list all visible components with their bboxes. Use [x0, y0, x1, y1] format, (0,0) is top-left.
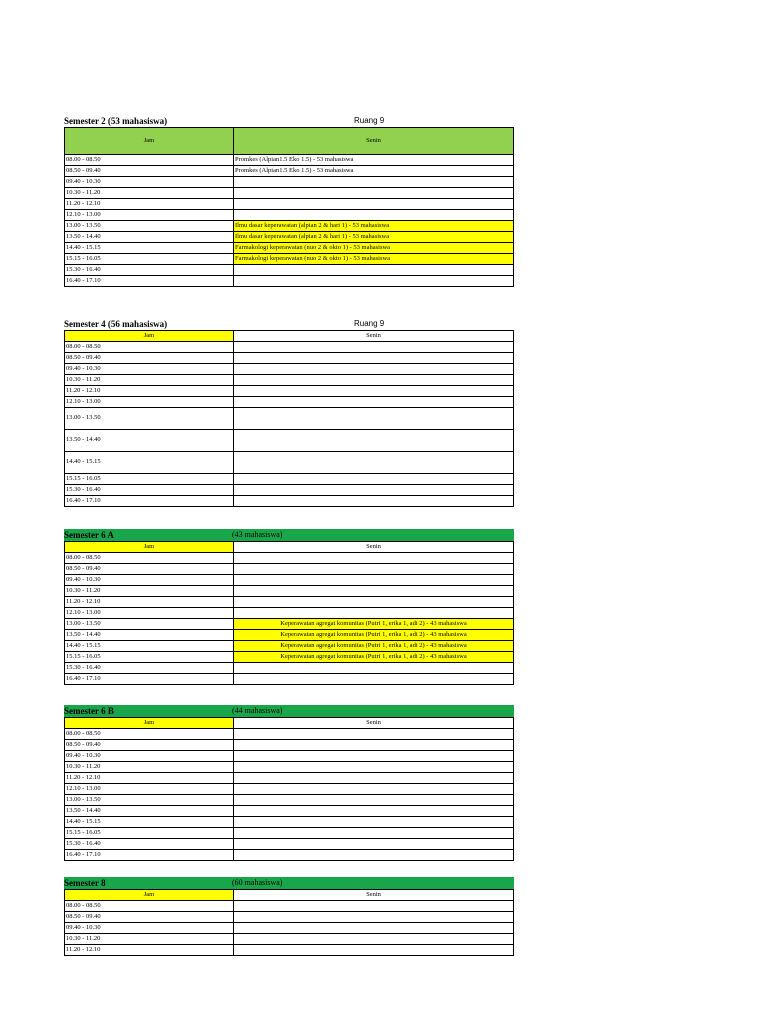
table-row: 11.20 - 12.10 [65, 386, 514, 397]
table-row: 13.00 - 13.50 [65, 408, 514, 430]
col-jam: Jam [65, 128, 234, 155]
table-row: 15.15 - 16.05 Keperawatan agregat komunitas (Putri 1, erika 1, adi 2) - 43 mahasiswa [65, 652, 514, 663]
table-row: 15.30 - 16.40 [65, 265, 514, 276]
col-senin: Senin [234, 128, 514, 155]
semester-8-title: Semester 8 [64, 878, 106, 888]
semester-4-table [64, 330, 514, 507]
table-row: 11.20 - 12.10 [65, 597, 514, 608]
course-cell-highlighted: Farmakologi keperawatan (nuo 2 & okto 1) - 53 mahasiswa [234, 254, 514, 265]
table-row: 08.00 - 08.50 [65, 342, 514, 353]
table-row: 11.20 - 12.10 [65, 199, 514, 210]
semester-2-room: Ruang 9 [354, 116, 385, 125]
semester-4-header [64, 318, 514, 330]
table-row: 09.40 - 10.30 [65, 575, 514, 586]
table-row: 08.50 - 09.40 [65, 740, 514, 751]
course-cell-highlighted: Ilmu dasar keperawatan (alpian 2 & hari 1) - 53 mahasiswa [234, 221, 514, 232]
col-jam: Jam [65, 718, 234, 729]
table-row: 11.20 - 12.10 [65, 773, 514, 784]
table-row: 08.50 - 09.40 [65, 564, 514, 575]
course-cell-highlighted: Keperawatan agregat komunitas (Putri 1, erika 1, adi 2) - 43 mahasiswa [234, 619, 514, 630]
semester-4-room: Ruang 9 [354, 319, 385, 328]
course-cell-highlighted: Ilmu dasar keperawatan (alpian 2 & hari 1) - 53 mahasiswa [234, 232, 514, 243]
table-row: 15.30 - 16.40 [65, 839, 514, 850]
col-jam: Jam [65, 542, 234, 553]
col-senin: Senin [234, 890, 514, 901]
table-row: 16.40 - 17.10 [65, 276, 514, 287]
table-header-row [65, 542, 514, 553]
semester-2-title: Semester 2 (53 mahasiswa) [64, 116, 168, 126]
table-row: 08.50 - 09.40 [65, 912, 514, 923]
table-row: 13.50 - 14.40 [65, 806, 514, 817]
table-header-row [65, 331, 514, 342]
table-row: 10.30 - 11.20 [65, 586, 514, 597]
table-row: 12.10 - 13.00 [65, 608, 514, 619]
table-row: 13.50 - 14.40 [65, 430, 514, 452]
table-row: 08.00 - 08.50 [65, 729, 514, 740]
table-row: 14.40 - 15.15 [65, 817, 514, 828]
table-row: 14.40 - 15.15 [65, 452, 514, 474]
table-row: 12.10 - 13.00 [65, 210, 514, 221]
table-row: 09.40 - 10.30 [65, 923, 514, 934]
table-row: 16.40 - 17.10 [65, 496, 514, 507]
table-row: 08.50 - 09.40 [65, 353, 514, 364]
table-row: 15.15 - 16.05 [65, 828, 514, 839]
table-row: 11.20 - 12.10 [65, 945, 514, 956]
course-cell-highlighted: Keperawatan agregat komunitas (Putri 1, erika 1, adi 2) - 43 mahasiswa [234, 641, 514, 652]
semester-6b-schedule [64, 705, 514, 861]
semester-6b-count: (44 mahasiswa) [232, 706, 283, 715]
table-header-row [65, 128, 514, 155]
table-row: 08.50 - 09.40 Promkes (Alpian1.5 Eko 1.5) - 53 mahasiswa [65, 166, 514, 177]
table-row: 12.10 - 13.00 [65, 784, 514, 795]
table-row: 09.40 - 10.30 [65, 364, 514, 375]
semester-8-count: (60 mahasiswa) [232, 878, 283, 887]
course-cell-highlighted: Farmakologi keperawatan (nuo 2 & okto 1) - 53 mahasiswa [234, 243, 514, 254]
table-row: 15.30 - 16.40 [65, 663, 514, 674]
semester-8-header [64, 877, 514, 889]
course-cell-highlighted: Keperawatan agregat komunitas (Putri 1, erika 1, adi 2) - 43 mahasiswa [234, 630, 514, 641]
table-row: 15.15 - 16.05 Farmakologi keperawatan (nuo 2 & okto 1) - 53 mahasiswa [65, 254, 514, 265]
table-row: 13.00 - 13.50 [65, 795, 514, 806]
table-header-row [65, 890, 514, 901]
table-row: 09.40 - 10.30 [65, 751, 514, 762]
col-jam: Jam [65, 331, 234, 342]
table-row: 08.00 - 08.50 [65, 901, 514, 912]
table-row: 08.00 - 08.50 Promkes (Alpian1.5 Eko 1.5) - 53 mahasiswa [65, 155, 514, 166]
table-row: 13.00 - 13.50 Keperawatan agregat komunitas (Putri 1, erika 1, adi 2) - 43 mahasiswa [65, 619, 514, 630]
semester-8-schedule [64, 877, 514, 956]
col-senin: Senin [234, 718, 514, 729]
course-cell-highlighted: Keperawatan agregat komunitas (Putri 1, erika 1, adi 2) - 43 mahasiswa [234, 652, 514, 663]
table-row: 14.40 - 15.15 Keperawatan agregat komunitas (Putri 1, erika 1, adi 2) - 43 mahasiswa [65, 641, 514, 652]
semester-4-title: Semester 4 (56 mahasiswa) [64, 319, 168, 329]
semester-8-table [64, 889, 514, 956]
table-row: 10.30 - 11.20 [65, 375, 514, 386]
table-row: 16.40 - 17.10 [65, 850, 514, 861]
table-row: 13.50 - 14.40 Ilmu dasar keperawatan (alpian 2 & hari 1) - 53 mahasiswa [65, 232, 514, 243]
col-senin: Senin [234, 331, 514, 342]
semester-6b-table [64, 717, 514, 861]
table-row: 12.10 - 13.00 [65, 397, 514, 408]
table-row: 15.30 - 16.40 [65, 485, 514, 496]
semester-2-table [64, 127, 514, 287]
table-header-row [65, 718, 514, 729]
table-row: 13.50 - 14.40 Keperawatan agregat komunitas (Putri 1, erika 1, adi 2) - 43 mahasiswa [65, 630, 514, 641]
table-row: 14.40 - 15.15 Farmakologi keperawatan (nuo 2 & okto 1) - 53 mahasiswa [65, 243, 514, 254]
semester-2-schedule [64, 115, 514, 287]
col-senin: Senin [234, 542, 514, 553]
semester-6b-title: Semester 6 B [64, 706, 114, 716]
table-row: 10.30 - 11.20 [65, 762, 514, 773]
table-row: 09.40 - 10.30 [65, 177, 514, 188]
table-row: 10.30 - 11.20 [65, 934, 514, 945]
semester-6a-title: Semester 6 A [64, 530, 114, 540]
semester-6a-count: (43 mahasiswa) [232, 530, 283, 539]
table-row: 08.00 - 08.50 [65, 553, 514, 564]
semester-6a-table [64, 541, 514, 685]
semester-4-schedule [64, 318, 514, 507]
semester-6b-header [64, 705, 514, 717]
semester-2-header [64, 115, 514, 127]
table-row: 13.00 - 13.50 Ilmu dasar keperawatan (alpian 2 & hari 1) - 53 mahasiswa [65, 221, 514, 232]
table-row: 10.30 - 11.20 [65, 188, 514, 199]
table-row: 16.40 - 17.10 [65, 674, 514, 685]
col-jam: Jam [65, 890, 234, 901]
table-row: 15.15 - 16.05 [65, 474, 514, 485]
semester-6a-schedule [64, 529, 514, 685]
semester-6a-header [64, 529, 514, 541]
